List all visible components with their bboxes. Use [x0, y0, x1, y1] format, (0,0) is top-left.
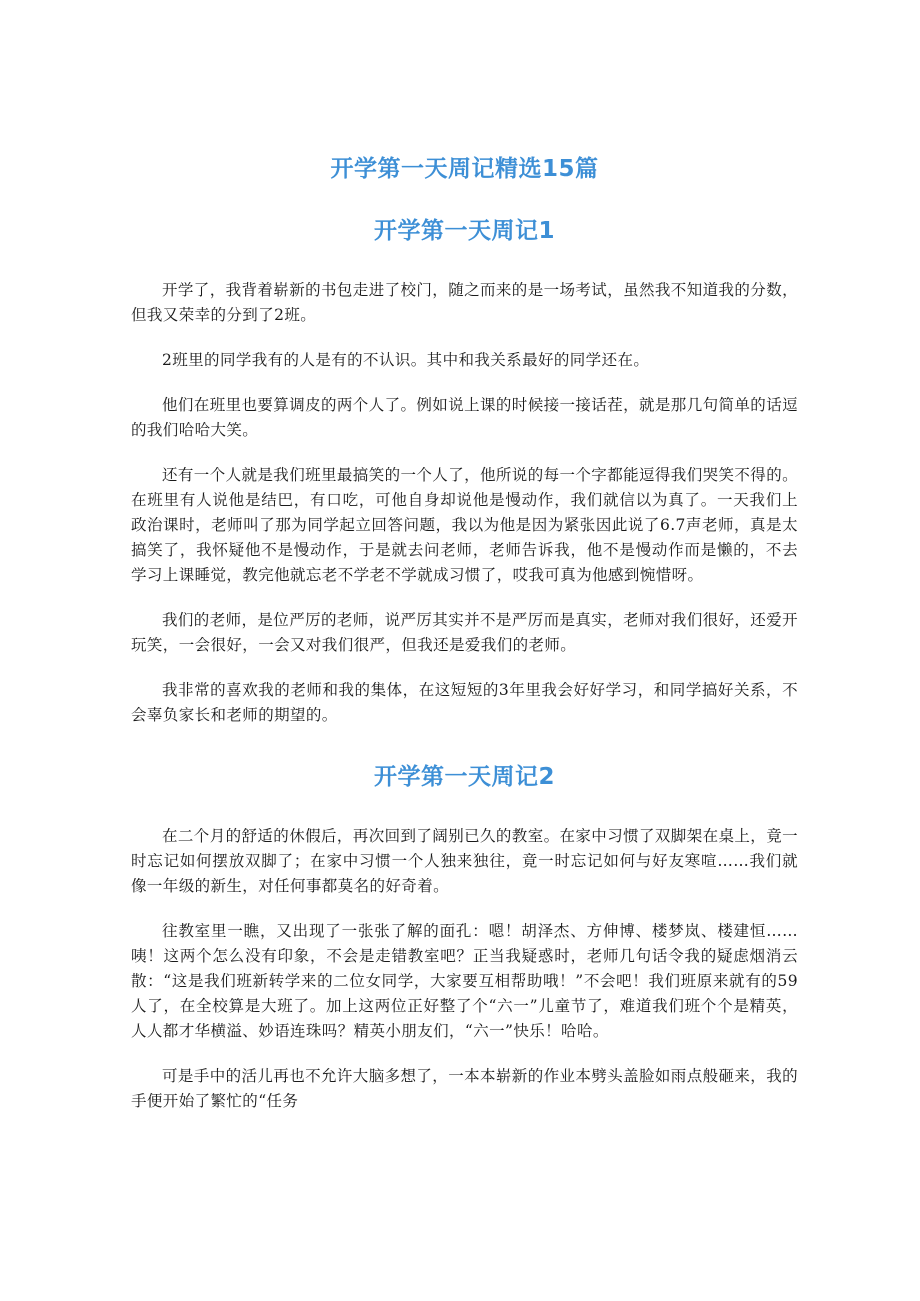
paragraph: 他们在班里也要算调皮的两个人了。例如说上课的时候接一接话茬，就是那几句简单的话逗的我们哈哈大笑。	[131, 396, 799, 439]
paragraph: 可是手中的活儿再也不允许大脑多想了，一本本崭新的作业本劈头盖脸如雨点般砸来，我的手便开始了繁忙的“任务	[131, 1067, 799, 1110]
paragraph: 在二个月的舒适的休假后，再次回到了阔别已久的教室。在家中习惯了双脚架在桌上，竟一时忘记如何摆放双脚了；在家中习惯一个人独来独往，竟一时忘记如何与好友寒喧……我们就像一年级的新生，对任何事都莫名的好奇着。	[131, 827, 799, 895]
section-heading: 开学第一天周记2	[373, 764, 555, 790]
section-2	[131, 760, 798, 1114]
document-title: 开学第一天周记精选15篇	[330, 156, 599, 182]
paragraph: 往教室里一瞧，又出现了一张张了解的面孔：嗯！胡泽杰、方伸博、楼梦岚、楼建恒……咦！这两个怎么没有印象，不会是走错教室吧？正当我疑惑时，老师几句话令我的疑虑烟消云散：“这是我们班新转学来的二位女同学，大家要互相帮助哦！”不会吧！我们班原来就有的59人了，在全校算是大班了。加上这两位正好整了个“六一”儿童节了，难道我们班个个是精英，人人都才华横溢、妙语连珠吗？精英小朋友们，“六一”快乐！哈哈。	[131, 922, 798, 1040]
paragraph: 还有一个人就是我们班里最搞笑的一个人了，他所说的每一个字都能逗得我们哭笑不得的。在班里有人说他是结巴，有口吃，可他自身却说他是慢动作，我们就信以为真了。一天我们上政治课时，老师叫了那为同学起立回答问题，我以为他是因为紧张因此说了6.7声老师，真是太搞笑了，我怀疑他不是慢动作，于是就去问老师，老师告诉我，他不是慢动作而是懒的，不去学习上课睡觉，教完他就忘老不学老不学就成习惯了，哎我可真为他感到惋惜呀。	[131, 466, 799, 584]
paragraph: 我非常的喜欢我的老师和我的集体，在这短短的3年里我会好好学习，和同学搞好关系，不会辜负家长和老师的期望的。	[131, 681, 798, 724]
section-1	[131, 214, 798, 728]
section-body	[131, 824, 798, 1114]
paragraph: 2班里的同学我有的人是有的不认识。其中和我关系最好的同学还在。	[162, 351, 650, 369]
section-heading: 开学第一天周记1	[373, 218, 555, 244]
section-body	[131, 278, 798, 728]
paragraph: 开学了，我背着崭新的书包走进了校门，随之而来的是一场考试，虽然我不知道我的分数，但我又荣幸的分到了2班。	[131, 281, 799, 324]
paragraph: 我们的老师，是位严厉的老师，说严厉其实并不是严厉而是真实，老师对我们很好，还爱开玩笑，一会很好，一会又对我们很严，但我还是爱我们的老师。	[131, 611, 799, 654]
